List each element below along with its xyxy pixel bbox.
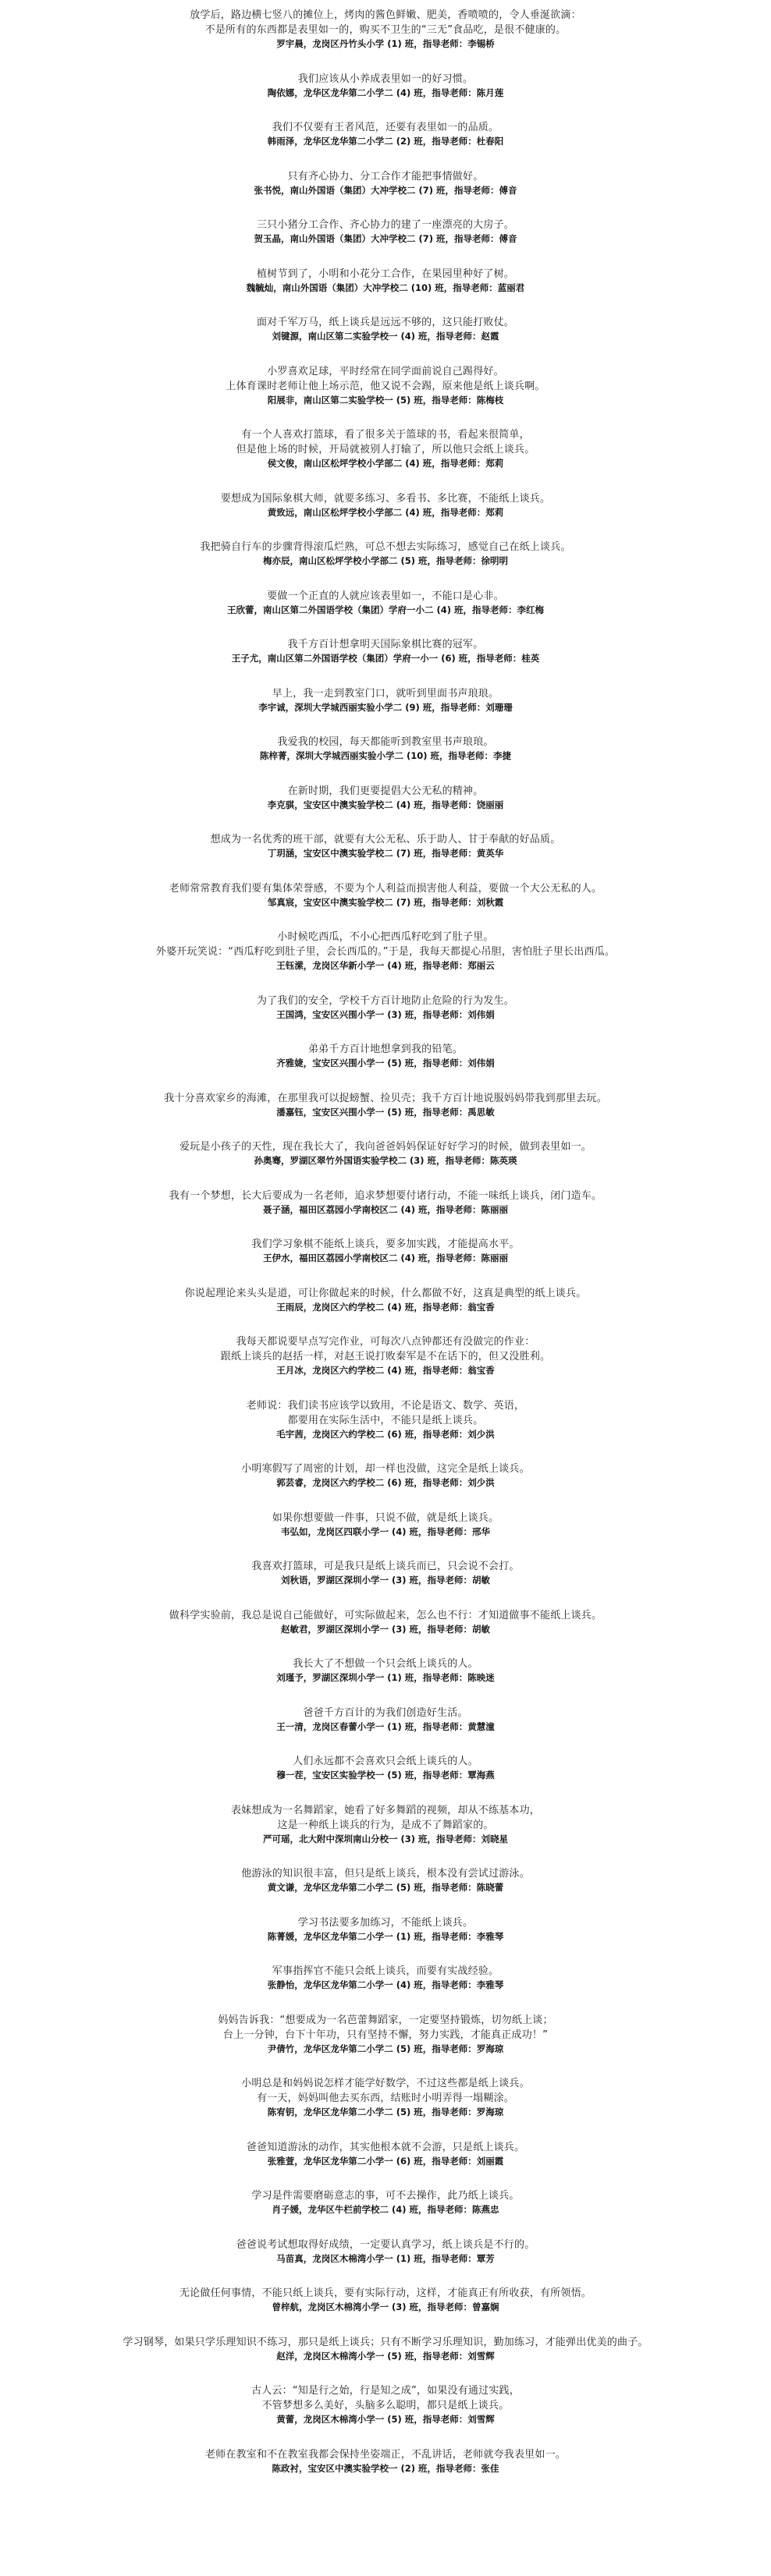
sentence-entry: [15, 2335, 756, 2363]
author-credit: 肖子媛，龙华区牛栏前学校二 (4) 班，指导老师：陈燕忠: [272, 2204, 499, 2215]
sentence-text: [15, 1915, 756, 1930]
sentence-text: [15, 1866, 756, 1881]
sentence-text: [15, 881, 756, 896]
sentence-entry: [15, 267, 756, 295]
sentence-text: [15, 1608, 756, 1623]
sentence-line: 要做一个正直的人就应该表里如一，不能口是心非。: [267, 590, 504, 602]
sentence-line: 爱玩是小孩子的天性，现在我长大了，我向爸爸妈妈保证好好学习的时候，做到表里如一。: [179, 1141, 592, 1153]
author-credit: 贺玉晶，南山外国语（集团）大冲学校二 (7) 班，指导老师：傅音: [254, 233, 517, 244]
sentence-entry: [15, 364, 756, 407]
sentence-entry: [15, 2013, 756, 2056]
sentence-entry: [15, 1237, 756, 1265]
sentence-text: [15, 1286, 756, 1301]
author-credit: 王钰潆，龙岗区华新小学一 (4) 班，指导老师：郑丽云: [276, 960, 495, 971]
sentence-line: 要想成为国际象棋大师，就要多练习、多看书、多比赛，不能纸上谈兵。: [220, 492, 551, 505]
sentence-entry: [15, 2140, 756, 2168]
sentence-entry: [15, 2188, 756, 2216]
sentence-line: 植树节到了，小明和小花分工合作，在果园里种好了树。: [256, 268, 514, 280]
sentence-line: 我们不仅要有王者风范，还要有表里如一的品质。: [272, 122, 499, 133]
sentence-entry: [15, 930, 756, 973]
sentence-line: 小罗喜欢足球，平时经常在同学面前说自己踢得好。: [267, 365, 504, 377]
sentence-text: [15, 589, 756, 604]
sentence-text: [15, 1091, 756, 1106]
sentence-text: [15, 686, 756, 701]
sentence-entry: [15, 1286, 756, 1314]
sentence-entry: [15, 540, 756, 568]
author-credit: 毛宇茜，龙岗区六约学校二 (6) 班，指导老师：刘少洪: [276, 1428, 495, 1440]
sentence-line: 我长大了不想做一个只会纸上谈兵的人。: [293, 1658, 478, 1670]
sentence-line: 我喜欢打篮球，可是我只是纸上谈兵而已，只会说不会打。: [251, 1561, 520, 1572]
author-credit: 陶依娜，龙华区龙华第二小学二 (4) 班，指导老师：陈月莲: [267, 87, 504, 98]
author-credit: 刘瑾予，罗湖区深圳小学一 (1) 班，指导老师：陈映迷: [276, 1672, 495, 1683]
sentence-entry: [15, 120, 756, 148]
sentence-line: 我有一个梦想，长大后要成为一名老师，追求梦想要付诸行动，不能一味纸上谈兵，闭门造车。: [169, 1189, 602, 1202]
author-credit: 罗宇晨，龙岗区丹竹头小学 (1) 班，指导老师：李锡桥: [276, 38, 495, 49]
author-credit: 郭芸睿，龙岗区六约学校二 (6) 班，指导老师：刘少洪: [276, 1477, 495, 1488]
sentence-text: [15, 2447, 756, 2462]
author-credit: 李宇诚，深圳大学城西丽实验小学二 (9) 班，指导老师：刘珊珊: [258, 701, 513, 713]
author-credit: 丁玥涵，宝安区中澳实验学校二 (7) 班，指导老师：黄英华: [267, 848, 504, 859]
sentence-line: 弟弟千方百计地想拿到我的铅笔。: [307, 1044, 463, 1055]
sentence-entry: [15, 1189, 756, 1217]
sentence-text: [15, 267, 756, 282]
author-credit: 齐雅婕，宝安区兴围小学一 (5) 班，指导老师：刘伟娟: [276, 1058, 495, 1068]
sentence-entry: [15, 881, 756, 909]
sentence-entry: [15, 169, 756, 197]
sentence-line: 如果你想要做一件事，只说不做，就是纸上谈兵。: [272, 1511, 499, 1524]
sentence-text: [15, 1657, 756, 1671]
sentence-line: 为了我们的安全，学校千方百计地防止危险的行为发生。: [256, 994, 514, 1007]
sentence-text: [15, 2188, 756, 2203]
sentence-text: [15, 2013, 756, 2043]
sentence-entry: [15, 1706, 756, 1734]
sentence-line: 不管梦想多么美好，头脑多么聪明，都只是纸上谈兵。: [261, 2400, 510, 2411]
sentence-line: 老师在教室和不在教室我都会保持坐姿端正，不乱讲话，老师就夸我表里如一。: [204, 2448, 566, 2461]
sentence-line: 无论做任何事情，不能只纸上谈兵，要有实际行动，这样，才能真正有所收获，有所领悟。: [179, 2287, 592, 2299]
sentence-line: 小时候吃西瓜，不小心把西瓜籽吃到了肚子里。: [277, 931, 494, 943]
sentence-line: 你说起理论来头头是道，可让你做起来的时候，什么都做不好，这真是典型的纸上谈兵。: [184, 1287, 587, 1299]
sentence-text: [15, 1462, 756, 1476]
sentence-entry: [15, 589, 756, 617]
sentence-text: [15, 120, 756, 135]
sentence-text: [15, 2335, 756, 2350]
sentence-text: [15, 2076, 756, 2106]
author-credit: 王伊水，福田区荔园小学南校区二 (4) 班，指导老师：陈丽丽: [262, 1253, 509, 1263]
sentence-line: 表妹想成为一名舞蹈家，她看了好多舞蹈的视频，却从不练基本功，: [230, 1804, 540, 1816]
author-credit: 黄致远，南山区松坪学校小学部二 (4) 班，指导老师：郑莉: [267, 506, 504, 518]
author-credit: 孙奥骞，罗湖区翠竹外国语实验学校二 (3) 班，指导老师：陈英瑛: [254, 1155, 517, 1166]
author-credit: 邹真宸，宝安区中澳实验学校二 (7) 班，指导老师：刘秋霞: [267, 896, 504, 908]
author-credit: 张书悦，南山外国语（集团）大冲学校二 (7) 班，指导老师：傅音: [254, 184, 517, 196]
sentence-line: 爸爸知道游泳的动作，其实他根本就不会游，只是纸上谈兵。: [246, 2141, 525, 2153]
sentence-line: 我每天都说要早点写完作业，可每次八点钟都还有没做完的作业：: [236, 1336, 535, 1348]
sentence-entry: [15, 1462, 756, 1490]
sentence-entry: [15, 735, 756, 763]
sentence-entry: [15, 2447, 756, 2475]
sentence-entry: [15, 637, 756, 665]
sentence-entry: [15, 1511, 756, 1539]
author-credit: 王雨辰，龙岗区六约学校二 (4) 班，指导老师：翁宝香: [276, 1301, 495, 1313]
author-credit: 赵敏君，罗湖区深圳小学一 (3) 班，指导老师：胡敏: [280, 1623, 491, 1635]
sentence-text: [15, 784, 756, 799]
author-credit: 马苗真，龙岗区木棉湾小学一 (1) 班，指导老师：覃芳: [276, 2252, 495, 2264]
sentence-line: 学习钢琴，如果只学乐理知识不练习，那只是纸上谈兵；只有不断学习乐理知识，勤加练习，才能弹出优美的曲子。: [123, 2336, 648, 2348]
author-credit: 张雅萱，龙华区龙华第二小学一 (6) 班，指导老师：刘丽霞: [267, 2155, 504, 2167]
sentence-line: 在新时期，我们更要提倡大公无私的精神。: [287, 785, 484, 797]
sentence-line: 我们应该从小养成表里如一的好习惯。: [297, 73, 474, 85]
sentence-text: [15, 8, 756, 37]
sentence-text: [15, 2286, 756, 2301]
sentence-entry: [15, 8, 756, 51]
sentence-entry: [15, 1754, 756, 1782]
sentence-text: [15, 1964, 756, 1979]
sentence-entry: [15, 1559, 756, 1587]
sentence-text: [15, 1559, 756, 1574]
author-credit: 潘嘉钰，宝安区兴围小学一 (5) 班，指导老师：禹思敏: [276, 1106, 495, 1118]
author-credit: 曾梓航，龙岗区木棉湾小学一 (3) 班，指导老师：曾嘉娴: [272, 2301, 499, 2312]
author-credit: 尹倩竹，龙华区龙华第二小学二 (5) 班，指导老师：罗海琼: [267, 2043, 504, 2054]
sentence-text: [15, 735, 756, 749]
sentence-line: 上体育课时老师让他上场示范，他又说不会踢，原来他是纸上谈兵啊。: [226, 380, 545, 392]
sentence-line: 爸爸千方百计的为我们创造好生活。: [303, 1706, 468, 1719]
sentence-line: 面对千军万马，纸上谈兵是远远不够的，这只能打败仗。: [256, 317, 514, 328]
sentence-line: 我千方百计想拿明天国际象棋比赛的冠军。: [287, 639, 484, 650]
sentence-line: 跟纸上谈兵的赵括一样，对赵王说打败秦军是不在话下的，但又没胜利。: [220, 1351, 551, 1362]
author-credit: 韦弘如，龙岗区四联小学一 (4) 班，指导老师：邢华: [280, 1525, 491, 1537]
author-credit: 黄蕾，龙岗区木棉湾小学一 (5) 班，指导老师：刘雪辉: [276, 2414, 495, 2425]
sentence-text: [15, 72, 756, 87]
sentence-line: 早上，我一走到教室门口，就听到里面书声琅琅。: [272, 687, 499, 700]
sentence-entry: [15, 427, 756, 470]
sentence-entry: [15, 315, 756, 343]
author-credit: 赵洋，龙岗区木棉湾小学一 (5) 班，指导老师：刘雪辉: [276, 2350, 495, 2362]
sentence-entry: [15, 2076, 756, 2119]
sentence-text: [15, 2140, 756, 2155]
sentence-line: 但是他上场的时候，开局就被别人打输了，所以他只会纸上谈兵。: [236, 444, 535, 455]
sentence-line: 老师说：我们读书应该学以致用，不论是语文、数学、英语，: [246, 1399, 525, 1412]
sentence-text: [15, 832, 756, 847]
sentence-line: 军事指挥官不能只会纸上谈兵，而要有实战经验。: [272, 1965, 499, 1977]
sentence-line: 有一个人喜欢打篮球，看了很多关于篮球的书，看起来很简单，: [241, 429, 530, 441]
sentence-entry: [15, 784, 756, 812]
author-credit: 聂子涵，福田区荔园小学南校区二 (4) 班，指导老师：陈丽丽: [262, 1203, 509, 1215]
sentence-line: 妈妈告诉我：“想要成为一名芭蕾舞蹈家，一定要坚持锻炼，切勿纸上谈；: [218, 2014, 553, 2026]
sentence-entry: [15, 1657, 756, 1685]
sentence-entry: [15, 491, 756, 519]
sentence-text: [15, 1189, 756, 1203]
sentence-text: [15, 2383, 756, 2413]
sentence-entry: [15, 1398, 756, 1441]
author-credit: 陈梓菁，深圳大学城西丽实验小学二 (10) 班，指导老师：李捷: [259, 750, 512, 761]
sentence-entry: [15, 1091, 756, 1119]
sentence-line: 爸爸说考试想取得好成绩，一定要认真学习，纸上谈兵是不行的。: [236, 2238, 535, 2251]
author-credit: 梅亦辰，南山区松坪学校小学部二 (5) 班，指导老师：徐明明: [262, 555, 509, 566]
sentence-text: [15, 1042, 756, 1057]
author-credit: 韩雨泽，龙华区龙华第二小学二 (2) 班，指导老师：杜春阳: [267, 136, 504, 147]
author-credit: 陈政衬，宝安区中澳实验学校一 (2) 班，指导老师：张佳: [272, 2462, 499, 2474]
author-credit: 黄文谦，龙华区龙华第二小学二 (5) 班，指导老师：陈晓蕾: [267, 1882, 504, 1893]
author-credit: 王子尤，南山区第二外国语学校（集团）学府一小一 (6) 班，指导老师：桂英: [231, 653, 540, 664]
author-credit: 张静怡，龙华区龙华第二小学一 (4) 班，指导老师：李雅琴: [267, 1979, 504, 1990]
sentence-entry: [15, 994, 756, 1022]
sentence-line: 人们永远都不会喜欢只会纸上谈兵的人。: [293, 1756, 478, 1767]
sentence-entry: [15, 1915, 756, 1944]
sentence-line: 都要用在实际生活中，不能只是纸上谈兵。: [287, 1414, 484, 1426]
sentence-text: [15, 1139, 756, 1154]
sentence-line: 只有齐心协力、分工合作才能把事情做好。: [287, 170, 484, 182]
sentence-entry: [15, 1608, 756, 1636]
sentence-line: 小明总是和妈妈说怎样才能学好数学，不过这些都是纸上谈兵。: [241, 2078, 530, 2089]
sentence-entry: [15, 72, 756, 100]
sentence-text: [15, 1511, 756, 1525]
sentence-line: 做科学实验前，我总是说自己能做好，可实际做起来，怎么也不行：才知道做事不能纸上谈兵。: [169, 1609, 602, 1621]
sentence-line: 我把骑自行车的步骤背得滚瓜烂熟，可总不想去实际练习，感觉自己在纸上谈兵。: [200, 541, 571, 553]
sentence-entry: [15, 1964, 756, 1992]
sentence-line: 这是一种纸上谈兵的行为，是成不了舞蹈家的。: [277, 1819, 494, 1831]
sentence-line: 台上一分钟，台下十年功，只有坚持不懈，努力实践，才能真正成功！”: [222, 2029, 549, 2041]
sentence-line: 放学后，路边横七竖八的摊位上，烤肉的酱色鲜嫩、肥美，香喷喷的，令人垂涎欲滴：: [190, 9, 581, 21]
sentence-line: 学习是件需要磨砺意志的事，可不去操作，此乃纸上谈兵。: [251, 2190, 520, 2202]
sentence-line: 我十分喜欢家乡的海滩，在那里我可以捉螃蟹、捡贝壳；我千方百计地说服妈妈带我到那里去玩。: [164, 1092, 607, 1104]
sentence-entry: [15, 1866, 756, 1894]
author-credit: 刘秋语，罗湖区深圳小学一 (3) 班，指导老师：胡敏: [280, 1575, 491, 1586]
author-credit: 李克骐，宝安区中澳实验学校二 (4) 班，指导老师：饶丽丽: [267, 799, 504, 810]
sentence-line: 古人云：“知是行之始，行是知之成”，如果没有通过实践，: [251, 2385, 520, 2397]
sentence-line: 想成为一名优秀的班干部，就要有大公无私、乐于助人、甘于奉献的好品质。: [210, 834, 561, 845]
author-credit: 王月冰，龙岗区六约学校二 (4) 班，指导老师：翁宝香: [276, 1365, 495, 1376]
sentence-line: 小明寒假写了周密的计划，却一样也没做，这完全是纸上谈兵。: [241, 1463, 530, 1475]
sentence-text: [15, 315, 756, 330]
author-credit: 穆一茬，宝安区实验学校一 (5) 班，指导老师：覃海燕: [276, 1770, 495, 1781]
sentence-text: [15, 994, 756, 1008]
sentence-text: [15, 1754, 756, 1769]
sentence-line: 他游泳的知识很丰富，但只是纸上谈兵，根本没有尝试过游泳。: [241, 1868, 530, 1880]
sentence-entry: [15, 832, 756, 860]
sentence-text: [15, 2238, 756, 2252]
sentence-entry: [15, 2238, 756, 2266]
sentence-entry: [15, 2286, 756, 2314]
author-credit: 王国鸿，宝安区兴围小学一 (3) 班，指导老师：刘伟娟: [276, 1008, 495, 1020]
sentence-text: [15, 364, 756, 394]
sentence-line: 我们学习象棋不能纸上谈兵，要多加实践，才能提高水平。: [251, 1238, 520, 1250]
sentence-text: [15, 218, 756, 232]
sentence-line: 有一天，妈妈叫他去买东西，结账时小明弄得一塌糊涂。: [256, 2092, 514, 2104]
author-credit: 王一清，龙岗区春蕾小学一 (1) 班，指导老师：黄慧潼: [276, 1720, 495, 1732]
author-credit: 陈菁媛，龙华区龙华第二小学一 (1) 班，指导老师：李雅琴: [267, 1930, 504, 1942]
sentence-entry: [15, 686, 756, 714]
sentence-entry: [15, 1139, 756, 1168]
sentence-entry: [15, 2383, 756, 2426]
sentence-line: 三只小猪分工合作、齐心协力的建了一座漂亮的大房子。: [256, 219, 514, 231]
author-credit: 王欣蕾，南山区第二外国语学校（集团）学府一小二 (4) 班，指导老师：李红梅: [226, 604, 545, 615]
author-credit: 魏毓灿，南山外国语（集团）大冲学校二 (10) 班，指导老师：蓝丽君: [246, 282, 525, 293]
author-credit: 严可瑶，北大附中深圳南山分校一 (3) 班，指导老师：刘晓星: [262, 1833, 509, 1844]
sentence-line: 外婆开玩笑说：“西瓜籽吃到肚子里，会长西瓜的。”于是，我每天都提心吊胆，害怕肚子里长出西瓜。: [155, 946, 616, 958]
sentence-line: 我爱我的校园，每天都能听到教室里书声琅琅。: [277, 736, 494, 748]
sentence-entry: [15, 1334, 756, 1377]
sentence-line: 学习书法要多加练习，不能纸上谈兵。: [297, 1916, 474, 1929]
sentence-text: [15, 637, 756, 652]
sentence-text: [15, 427, 756, 457]
sentence-line: 老师常常教育我们要有集体荣誉感，不要为个人利益而损害他人利益，要做一个大公无私的人。: [169, 882, 602, 895]
sentence-line: 不是所有的东西都是表里如一的，购买不卫生的“三无”食品吃，是很不健康的。: [204, 24, 567, 36]
sentence-text: [15, 1237, 756, 1252]
sentence-text: [15, 1334, 756, 1364]
author-credit: 刘键源，南山区第二实验学校一 (4) 班，指导老师：赵霞: [272, 331, 499, 342]
sentence-text: [15, 930, 756, 959]
author-credit: 侯文俊，南山区松坪学校小学部二 (4) 班，指导老师：郑莉: [267, 458, 504, 469]
sentence-text: [15, 1803, 756, 1833]
sentence-text: [15, 540, 756, 555]
author-credit: 阳展非，南山区第二实验学校一 (5) 班，指导老师：陈梅枝: [267, 394, 504, 406]
sentence-text: [15, 169, 756, 184]
sentence-entry: [15, 1803, 756, 1846]
sentence-text: [15, 1398, 756, 1428]
sentence-entry: [15, 218, 756, 246]
author-credit: 陈宥钥，龙华区龙华第二小学二 (5) 班，指导老师：罗海琼: [267, 2107, 504, 2117]
sentence-text: [15, 1706, 756, 1720]
sentence-text: [15, 491, 756, 506]
sentence-entry: [15, 1042, 756, 1070]
